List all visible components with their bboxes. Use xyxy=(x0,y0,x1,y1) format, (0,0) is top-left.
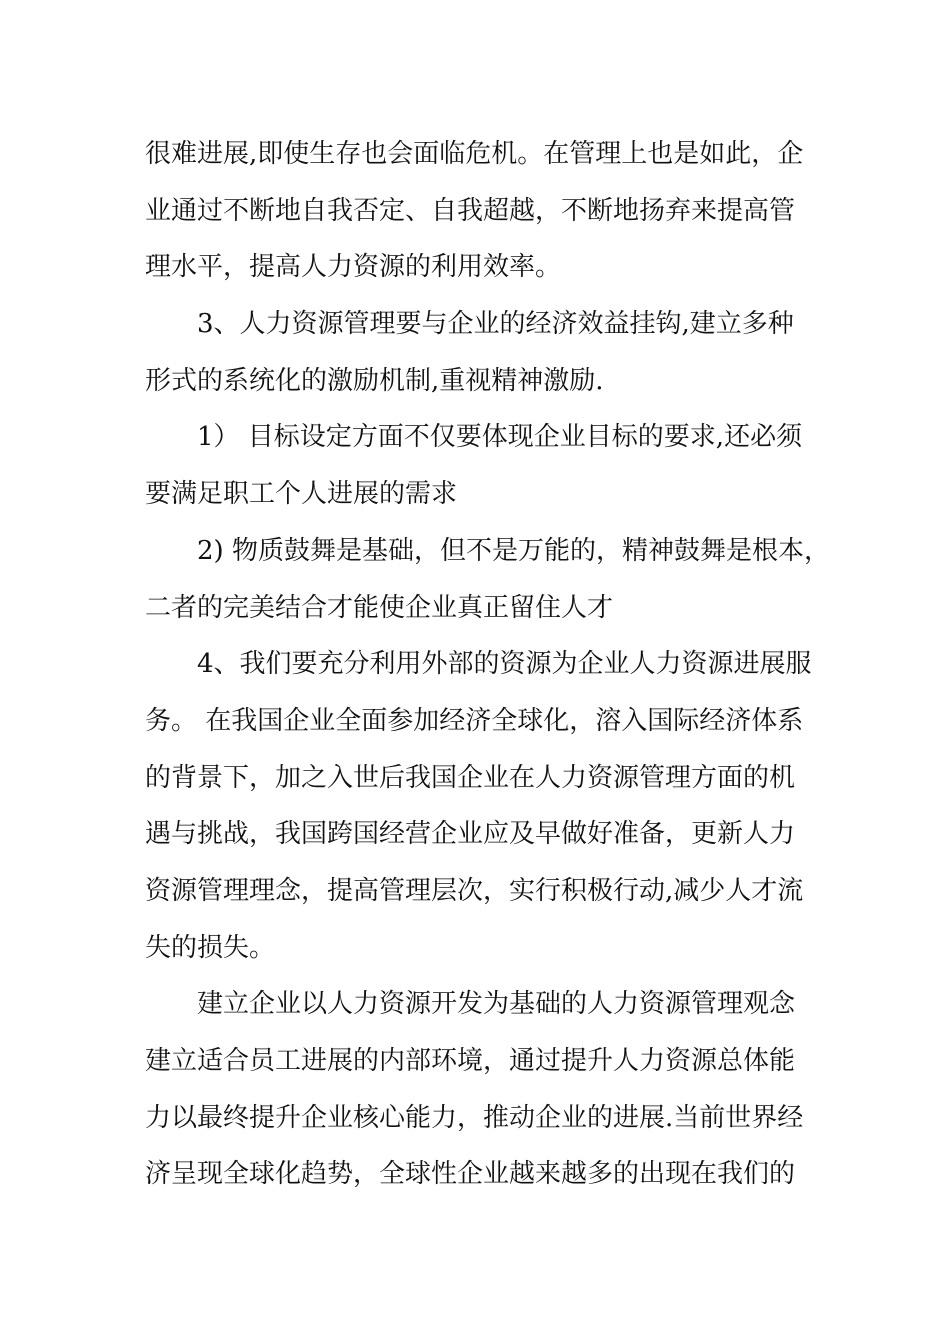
text-line: 1） 目标设定方面不仅要体现企业目标的要求,还必须 xyxy=(197,422,803,453)
text-line: 济呈现全球化趋势，全球性企业越来越多的出现在我们的 xyxy=(145,1159,796,1190)
text-line: 的背景下，加之入世后我国企业在人力资源管理方面的机 xyxy=(145,762,796,793)
text-line: 遇与挑战，我国跨国经营企业应及早做好准备，更新人力 xyxy=(145,819,796,850)
document-body xyxy=(145,126,830,1203)
text-line: 力以最终提升企业核心能力，推动企业的进展.当前世界经 xyxy=(145,1102,804,1133)
text-line: 3、人力资源管理要与企业的经济效益挂钩,建立多种 xyxy=(197,309,794,340)
text-line: 二者的完美结合才能使企业真正留住人才 xyxy=(145,592,614,623)
text-line: 失的损失。 xyxy=(145,932,276,963)
text-line: 业通过不断地自我否定、自我超越，不断地扬弃来提高管 xyxy=(145,195,796,226)
text-line: 务。 在我国企业全面参加经济全球化，溶入国际经济体系 xyxy=(145,705,804,736)
text-line: 资源管理理念，提高管理层次，实行积极行动,减少人才流 xyxy=(145,875,804,906)
text-line: 形式的系统化的激励机制,重视精神激励. xyxy=(145,365,604,396)
text-line: 建立适合员工进展的内部环境，通过提升人力资源总体能 xyxy=(145,1046,796,1076)
text-line: 很难进展,即使生存也会面临危机。在管理上也是如此，企 xyxy=(145,139,804,169)
text-line: 要满足职工个人进展的需求 xyxy=(145,479,458,510)
text-line: 理水平，提高人力资源的利用效率。 xyxy=(145,252,562,283)
text-line: 建立企业以人力资源开发为基础的人力资源管理观念 xyxy=(197,989,796,1020)
text-line: 4、我们要充分利用外部的资源为企业人力资源进展服 xyxy=(197,649,812,680)
text-line: 2) 物质鼓舞是基础，但不是万能的，精神鼓舞是根本， xyxy=(197,535,830,566)
